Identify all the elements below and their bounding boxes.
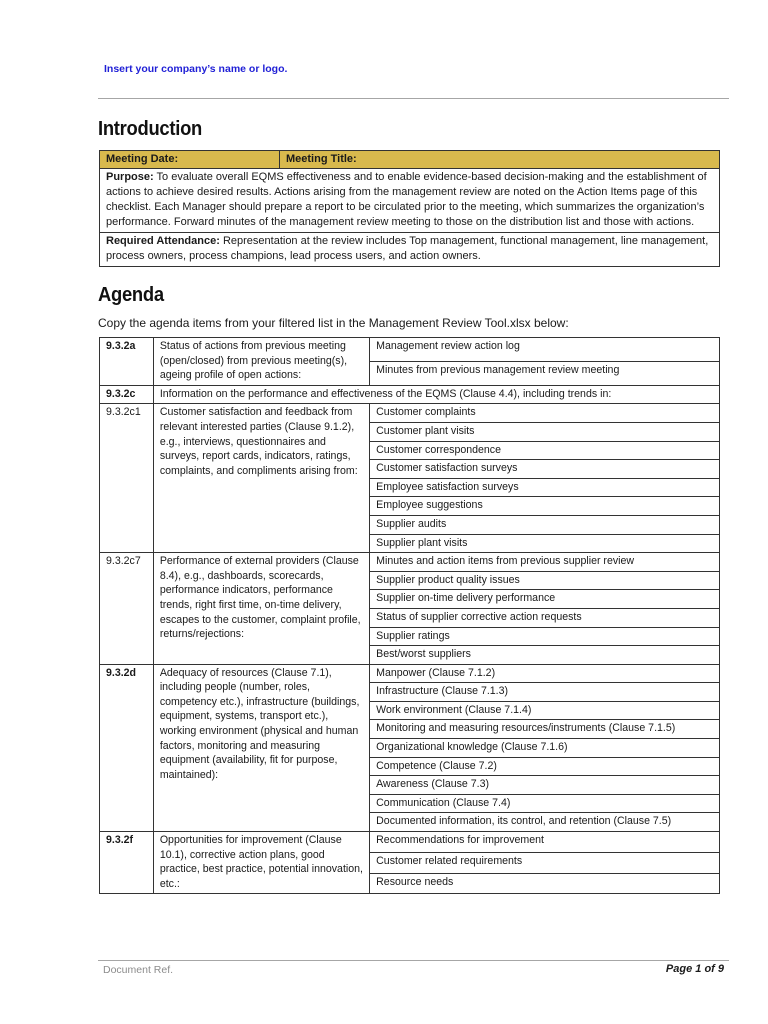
agenda-item[interactable]: Awareness (Clause 7.3): [370, 776, 720, 795]
agenda-heading: Agenda: [98, 284, 164, 306]
agenda-item[interactable]: Customer satisfaction surveys: [370, 460, 720, 479]
agenda-item[interactable]: Documented information, its control, and retention (Clause 7.5): [370, 813, 720, 832]
agenda-item[interactable]: Customer correspondence: [370, 441, 720, 460]
purpose-row: [100, 169, 720, 233]
footer-divider: [98, 960, 729, 961]
agenda-item[interactable]: Supplier audits: [370, 515, 720, 534]
agenda-item[interactable]: Manpower (Clause 7.1.2): [370, 664, 720, 683]
agenda-instruction: Copy the agenda items from your filtered list in the Management Review Tool.xlsx below:: [98, 316, 569, 330]
meeting-info-table: [99, 150, 720, 267]
agenda-item[interactable]: Supplier on-time delivery performance: [370, 590, 720, 609]
agenda-description: Opportunities for improvement (Clause 10.1), corrective action plans, good practice, best practice, potential innovation, etc.:: [153, 832, 369, 894]
agenda-row: [100, 338, 720, 362]
company-logo-placeholder: Insert your company’s name or logo.: [104, 63, 288, 75]
agenda-item[interactable]: Status of supplier corrective action requests: [370, 608, 720, 627]
purpose-cell: [100, 169, 720, 233]
purpose-label: Purpose:: [106, 171, 154, 183]
agenda-item[interactable]: Customer related requirements: [370, 852, 720, 873]
attendance-label: Required Attendance:: [106, 235, 220, 247]
agenda-item[interactable]: Supplier ratings: [370, 627, 720, 646]
attendance-row: [100, 233, 720, 267]
agenda-code: 9.3.2c: [100, 385, 154, 404]
agenda-item[interactable]: Employee suggestions: [370, 497, 720, 516]
agenda-row: [100, 404, 720, 423]
agenda-item[interactable]: Competence (Clause 7.2): [370, 757, 720, 776]
agenda-item[interactable]: Recommendations for improvement: [370, 832, 720, 853]
agenda-code: 9.3.2f: [100, 832, 154, 894]
agenda-item[interactable]: Employee satisfaction surveys: [370, 478, 720, 497]
agenda-item[interactable]: Organizational knowledge (Clause 7.1.6): [370, 739, 720, 758]
agenda-code: 9.3.2d: [100, 664, 154, 831]
meeting-title-label[interactable]: Meeting Title:: [280, 151, 720, 169]
agenda-row: [100, 664, 720, 683]
agenda-table: [99, 337, 720, 894]
agenda-item[interactable]: Supplier product quality issues: [370, 571, 720, 590]
agenda-item[interactable]: Resource needs: [370, 873, 720, 894]
agenda-row: [100, 832, 720, 853]
agenda-description: Customer satisfaction and feedback from relevant interested parties (Clause 9.1.2), e.g., interviews, questionnaires and surveys, report cards, indicators, ratings, complaints, and compliments arising from:: [153, 404, 369, 553]
agenda-row: [100, 385, 720, 404]
attendance-cell: [100, 233, 720, 267]
agenda-item[interactable]: Infrastructure (Clause 7.1.3): [370, 683, 720, 702]
agenda-item[interactable]: Customer complaints: [370, 404, 720, 423]
agenda-item[interactable]: Monitoring and measuring resources/instruments (Clause 7.1.5): [370, 720, 720, 739]
attendance-text: Representation at the review includes Top management, functional management, line management, process owners, process champions, lead process users, and action owners.: [106, 235, 709, 262]
purpose-text: To evaluate overall EQMS effectiveness and to enable evidence-based decision-making and the establishment of actions to achieve desired results. Actions arising from the management review are noted on the Action Items page of this checklist. Each Manager should prepare a report to be circulated prior to the meeting, which summarizes the organization’s performance. Forward minutes of the management review meeting to those on the distribution list and those with actions.: [106, 171, 707, 228]
agenda-item[interactable]: Best/worst suppliers: [370, 646, 720, 665]
document-reference: Document Ref.: [103, 964, 174, 976]
agenda-item[interactable]: Customer plant visits: [370, 422, 720, 441]
agenda-row: [100, 553, 720, 572]
agenda-item[interactable]: Supplier plant visits: [370, 534, 720, 553]
agenda-item[interactable]: Minutes and action items from previous supplier review: [370, 553, 720, 572]
header-divider: [98, 98, 729, 99]
introduction-heading: Introduction: [98, 118, 203, 140]
agenda-description: Adequacy of resources (Clause 7.1), including people (number, roles, competency etc.), infrastructure (buildings, equipment, systems, transport etc.), working environment (physical and human factors, monitoring and measuring equipment (availability, fit for purpose, maintained):: [153, 664, 369, 831]
agenda-code: 9.3.2c7: [100, 553, 154, 665]
agenda-item[interactable]: Communication (Clause 7.4): [370, 794, 720, 813]
agenda-item[interactable]: Minutes from previous management review meeting: [370, 361, 720, 385]
page-number: Page 1 of 9: [665, 963, 724, 975]
agenda-code: 9.3.2c1: [100, 404, 154, 553]
agenda-description: Status of actions from previous meeting (open/closed) from previous meeting(s), ageing profile of open actions:: [153, 338, 369, 386]
agenda-code: 9.3.2a: [100, 338, 154, 386]
meeting-header-row: [100, 151, 720, 169]
agenda-item[interactable]: Management review action log: [370, 338, 720, 362]
agenda-item[interactable]: Work environment (Clause 7.1.4): [370, 701, 720, 720]
agenda-description: Information on the performance and effectiveness of the EQMS (Clause 4.4), including trends in:: [153, 385, 719, 404]
meeting-date-label[interactable]: Meeting Date:: [100, 151, 280, 169]
agenda-description: Performance of external providers (Clause 8.4), e.g., dashboards, scorecards, performance indicators, performance trends, right first time, on-time delivery, escapes to the customer, complaint profile, returns/rejections:: [153, 553, 369, 665]
